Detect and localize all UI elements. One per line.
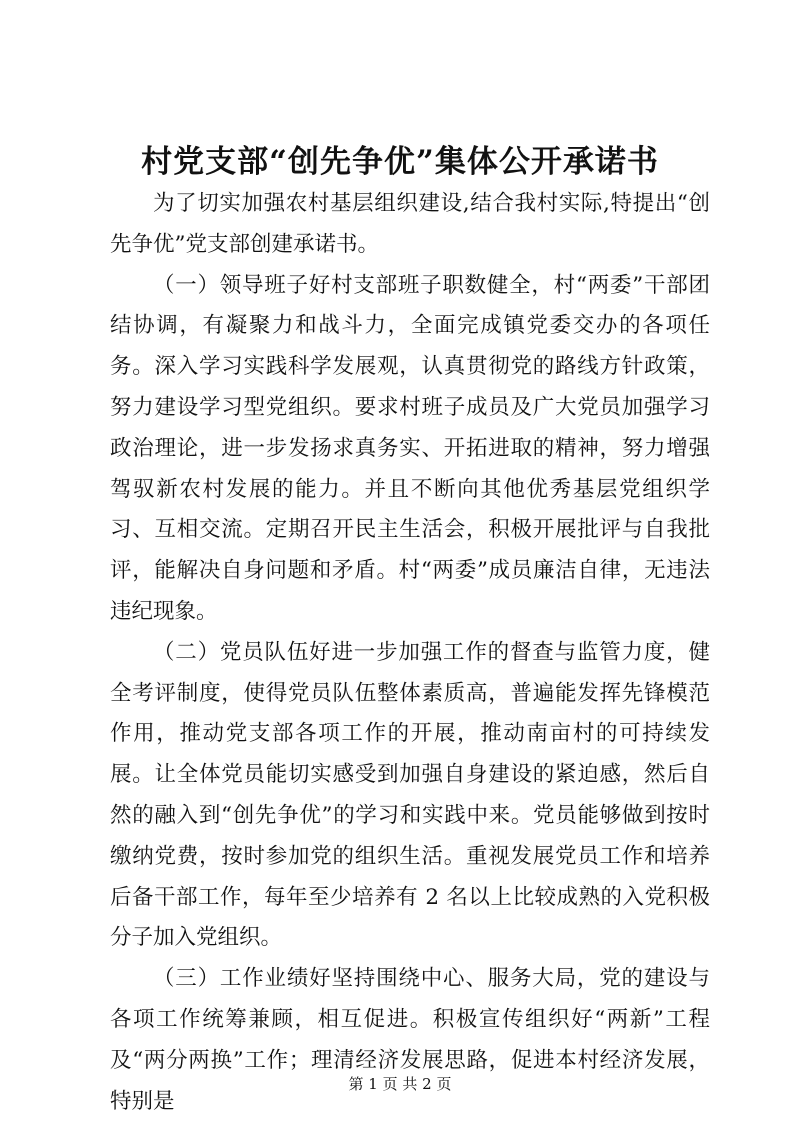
paragraph-section-3: （三）工作业绩好坚持围绕中心、服务大局，党的建设与各项工作统筹兼顾，相互促进。积极宣传组织好“两新”工程及“两分两换”工作；理清经济发展思路，促进本村经济发展，特别是 bbox=[110, 966, 710, 1114]
page-footer: 第 1 页 共 2 页 bbox=[348, 1075, 452, 1093]
paragraph-intro: 为了切实加强农村基层组织建设,结合我村实际,特提出“创先争优”党支部创建承诺书。 bbox=[110, 191, 710, 257]
paragraph-section-1: （一）领导班子好村支部班子职数健全，村“两委”干部团结协调，有凝聚力和战斗力，全面完成镇党委交办的各项任务。深入学习实践科学发展观，认真贯彻党的路线方针政策，努力建设学习型党组织。要求村班子成员及广大党员加强学习政治理论，进一步发扬求真务实、开拓进取的精神，努力增强驾驭新农村发展的能力。并且不断向其他优秀基层党组织学习、互相交流。定期召开民主生活会，积极开展批评与自我批评，能解决自身问题和矛盾。村“两委”成员廉洁自律，无违法违纪现象。 bbox=[110, 272, 710, 624]
document-body bbox=[110, 184, 710, 1122]
paragraph-section-2: （二）党员队伍好进一步加强工作的督查与监管力度，健全考评制度，使得党员队伍整体素质高，普遍能发挥先锋模范作用，推动党支部各项工作的开展，推动南亩村的可持续发展。让全体党员能切实感受到加强自身建设的紧迫感，然后自然的融入到“创先争优”的学习和实践中来。党员能够做到按时缴纳党费，按时参加党的组织生活。重视发展党员工作和培养后备干部工作，每年至少培养有 2 名以上比较成熟的入党积极分子加入党组织。 bbox=[110, 639, 710, 951]
document-title: 村党支部“创先争优”集体公开承诺书 bbox=[141, 144, 659, 180]
